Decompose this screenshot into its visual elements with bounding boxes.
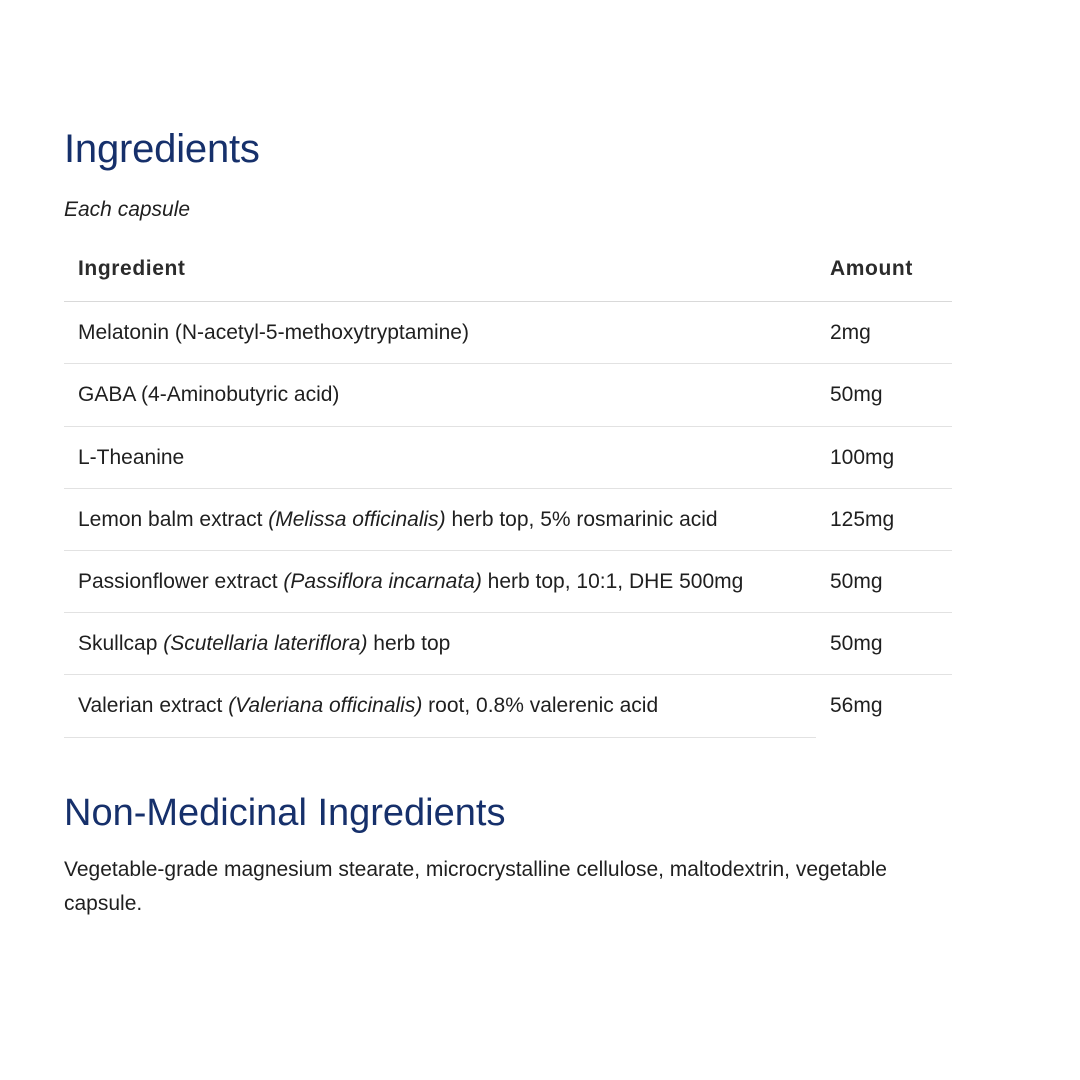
table-body — [64, 302, 952, 737]
ingredient-amount: 50mg — [816, 550, 952, 612]
ingredient-name — [64, 613, 816, 675]
ingredient-name — [64, 488, 816, 550]
ingredient-name-post: herb top, 10:1, DHE 500mg — [481, 569, 744, 593]
ingredient-name-post: herb top, 5% rosmarinic acid — [445, 507, 718, 531]
ingredient-name-post: herb top — [367, 632, 451, 656]
ingredient-name-post: root, 0.8% valerenic acid — [422, 694, 659, 718]
ingredient-name-pre: Skullcap — [78, 632, 164, 656]
table-row — [64, 613, 952, 675]
ingredient-name — [64, 675, 816, 737]
column-header-amount: Amount — [816, 251, 952, 302]
ingredient-amount: 2mg — [816, 302, 952, 364]
ingredient-name — [64, 302, 816, 364]
ingredient-name-pre: Passionflower extract — [78, 569, 284, 593]
ingredient-amount: 125mg — [816, 488, 952, 550]
column-header-ingredient: Ingredient — [64, 251, 816, 302]
ingredients-table — [64, 251, 952, 737]
serving-size-label: Each capsule — [64, 198, 191, 221]
table-row — [64, 675, 952, 737]
ingredient-latin-name: (Scutellaria lateriflora) — [163, 632, 368, 656]
ingredient-name-pre: L-Theanine — [78, 445, 185, 469]
table-row — [64, 488, 952, 550]
table-row — [64, 426, 952, 488]
table-header-row — [64, 251, 952, 302]
ingredient-name — [64, 364, 816, 426]
ingredient-name — [64, 550, 816, 612]
ingredient-amount: 50mg — [816, 364, 952, 426]
ingredient-amount: 56mg — [830, 694, 883, 718]
ingredient-name-pre: Melatonin (N-acetyl-5-methoxytryptamine) — [78, 321, 469, 345]
ingredient-name-pre: Lemon balm extract — [78, 507, 269, 531]
ingredients-heading: Ingredients — [64, 127, 260, 171]
ingredient-name — [64, 426, 816, 488]
table-row — [64, 364, 952, 426]
ingredient-amount: 50mg — [816, 613, 952, 675]
ingredient-name-pre: GABA (4-Aminobutyric acid) — [78, 383, 340, 407]
ingredient-latin-name: (Passiflora incarnata) — [283, 569, 482, 593]
ingredient-latin-name: (Melissa officinalis) — [268, 507, 446, 531]
ingredient-latin-name: (Valeriana officinalis) — [228, 694, 423, 718]
ingredient-name-pre: Valerian extract — [78, 694, 229, 718]
non-medicinal-ingredients-text: Vegetable-grade magnesium stearate, microcrystalline cellulose, maltodextrin, vegetable capsule. — [64, 858, 887, 916]
non-medicinal-ingredients-heading: Non-Medicinal Ingredients — [64, 791, 506, 834]
ingredient-amount: 100mg — [816, 426, 952, 488]
table-row — [64, 302, 952, 364]
table-header — [64, 251, 952, 302]
table-row — [64, 550, 952, 612]
